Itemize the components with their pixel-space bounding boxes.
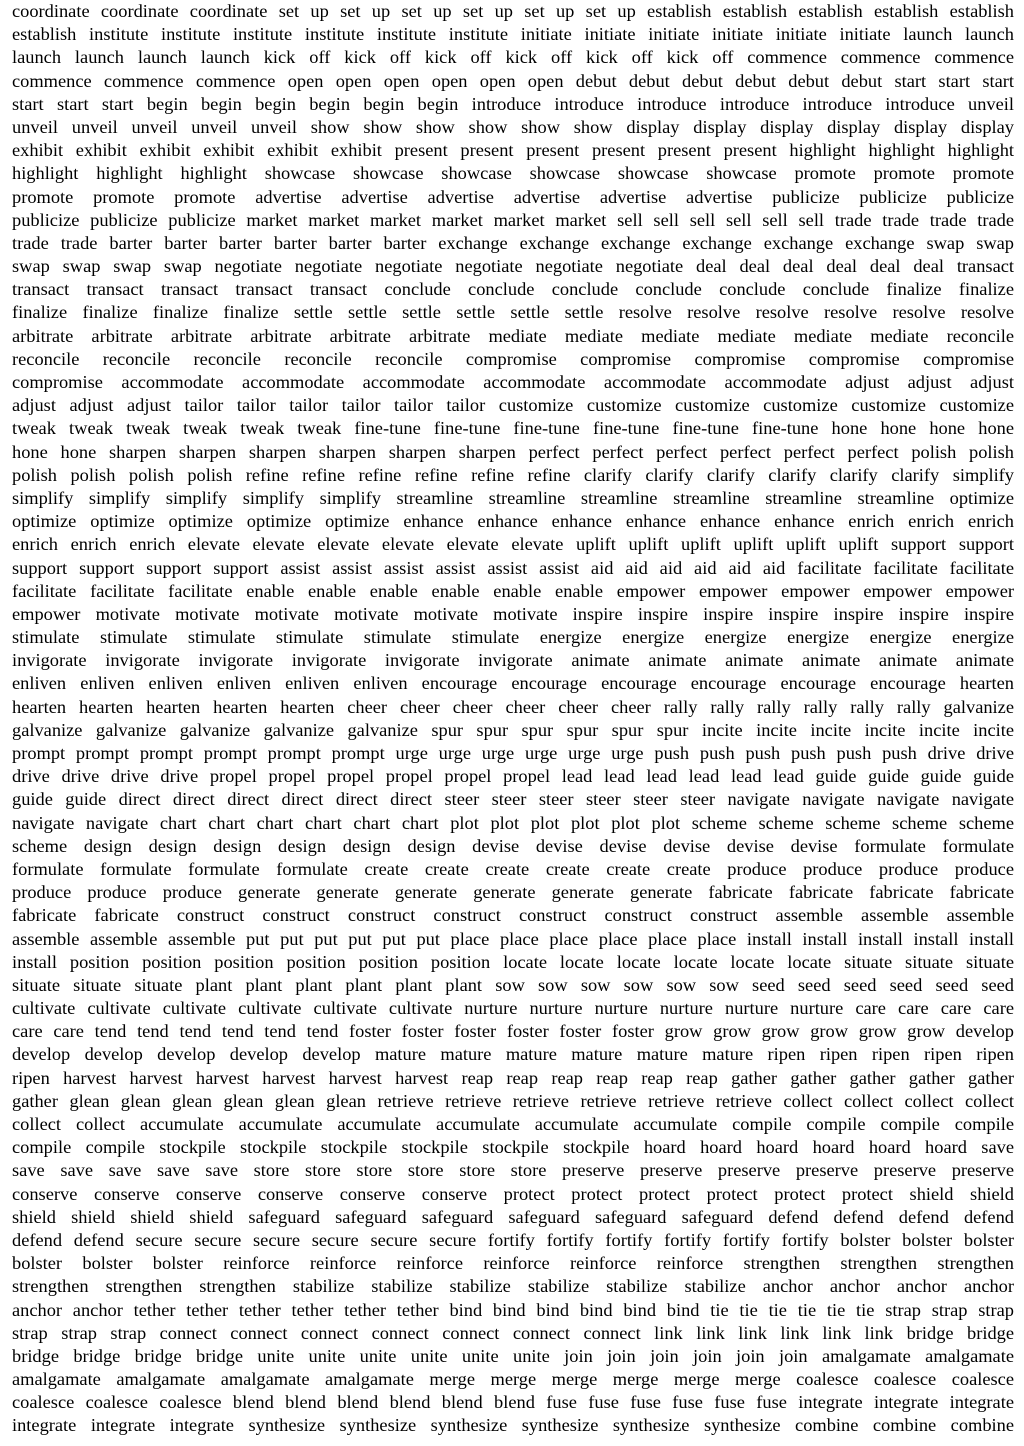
text-line: transact transact transact transact transact conclude conclude conclude conclude conclude conclude finalize finalize: [12, 279, 1014, 300]
text-line: launch launch launch launch kick off kick off kick off kick off kick off kick off commence commence commence: [12, 47, 1014, 68]
text-line: fabricate fabricate construct construct construct construct construct construct construct assemble assemble assemble: [12, 905, 1014, 926]
text-line: navigate navigate chart chart chart chart chart chart plot plot plot plot plot plot scheme scheme scheme scheme scheme: [12, 812, 1014, 833]
text-line: produce produce produce generate generate generate generate generate generate fabricate fabricate fabricate fabricate: [12, 882, 1014, 903]
text-line: simplify simplify simplify simplify simplify streamline streamline streamline streamline streamline streamline optimize: [12, 487, 1014, 508]
text-line: hone hone sharpen sharpen sharpen sharpen sharpen sharpen perfect perfect perfect perfect perfect perfect polish polish: [12, 441, 1014, 462]
text-line: strengthen strengthen strengthen stabilize stabilize stabilize stabilize stabilize stabilize anchor anchor anchor anchor: [12, 1276, 1014, 1297]
text-line: guide guide direct direct direct direct direct direct steer steer steer steer steer steer navigate navigate navigate navigate: [12, 789, 1014, 810]
text-line: trade trade barter barter barter barter barter barter exchange exchange exchange exchange exchange exchange swap swap: [12, 232, 1014, 253]
text-line: arbitrate arbitrate arbitrate arbitrate arbitrate arbitrate mediate mediate mediate mediate mediate mediate reconcile: [12, 325, 1014, 346]
text-line: publicize publicize publicize market market market market market market sell sell sell sell sell sell trade trade trade trade: [12, 209, 1014, 230]
text-line: develop develop develop develop develop mature mature mature mature mature mature ripen ripen ripen ripen ripen: [12, 1044, 1014, 1065]
text-line: situate situate situate plant plant plant plant plant plant sow sow sow sow sow sow seed seed seed seed seed seed: [12, 974, 1014, 995]
text-line: optimize optimize optimize optimize optimize enhance enhance enhance enhance enhance enhance enrich enrich enrich: [12, 511, 1014, 532]
text-line: strap strap strap connect connect connect connect connect connect connect link link link link link link bridge bridge: [12, 1322, 1014, 1343]
text-line: empower motivate motivate motivate motivate motivate motivate inspire inspire inspire inspire inspire inspire inspire: [12, 603, 1014, 624]
text-line: hearten hearten hearten hearten hearten cheer cheer cheer cheer cheer cheer rally rally rally rally rally rally galvanize: [12, 696, 1014, 717]
text-line: reconcile reconcile reconcile reconcile reconcile compromise compromise compromise compromise compromise: [12, 348, 1014, 369]
text-line: formulate formulate formulate formulate create create create create create create produce produce produce produce: [12, 858, 1014, 879]
text-line: collect collect accumulate accumulate accumulate accumulate accumulate accumulate compile compile compile compile: [12, 1114, 1014, 1134]
text-line: cultivate cultivate cultivate cultivate cultivate cultivate nurture nurture nurture nurture nurture nurture care care care care: [12, 998, 1014, 1019]
text-line: swap swap swap swap negotiate negotiate negotiate negotiate negotiate negotiate deal deal deal deal deal deal transact: [12, 256, 1014, 277]
text-line: compromise accommodate accommodate accommodate accommodate accommodate accommodate adjust adjust adjust: [12, 372, 1014, 392]
text-line: prompt prompt prompt prompt prompt prompt urge urge urge urge urge urge push push push push push push drive drive: [12, 743, 1014, 763]
text-line: integrate integrate integrate synthesize synthesize synthesize synthesize synthesize synthesize combine combine combine: [12, 1415, 1014, 1436]
text-line: invigorate invigorate invigorate invigorate invigorate invigorate animate animate animate animate animate animate: [12, 650, 1014, 671]
text-line: adjust adjust adjust tailor tailor tailor tailor tailor tailor customize customize customize customize customize customize: [12, 395, 1014, 416]
text-line: amalgamate amalgamate amalgamate amalgamate merge merge merge merge merge merge coalesce coalesce coalesce: [12, 1369, 1014, 1390]
text-line: drive drive drive drive propel propel propel propel propel propel lead lead lead lead lead lead guide guide guide guide: [12, 766, 1014, 787]
text-line: highlight highlight highlight showcase showcase showcase showcase showcase showcase promote promote promote: [12, 163, 1014, 184]
text-line: coordinate coordinate coordinate set up set up set up set up set up set up establish establish establish establish establish: [12, 1, 1014, 21]
text-line: facilitate facilitate facilitate enable enable enable enable enable enable empower empower empower empower empower: [12, 580, 1014, 601]
text-line: bolster bolster bolster reinforce reinforce reinforce reinforce reinforce reinforce strengthen strengthen strengthen: [12, 1253, 1014, 1274]
text-line: enliven enliven enliven enliven enliven enliven encourage encourage encourage encourage encourage encourage hearten: [12, 673, 1014, 694]
text-line: scheme design design design design design design devise devise devise devise devise devise formulate formulate: [12, 835, 1014, 856]
text-line: conserve conserve conserve conserve conserve conserve protect protect protect protect protect protect shield shield: [12, 1183, 1014, 1204]
text-line: promote promote promote advertise advertise advertise advertise advertise advertise publicize publicize publicize: [12, 186, 1014, 207]
text-line: install position position position position position position locate locate locate locate locate locate situate situate situate: [12, 951, 1014, 972]
text-line: gather glean glean glean glean glean glean retrieve retrieve retrieve retrieve retrieve retrieve collect collect collect collect: [12, 1090, 1014, 1111]
text-line: anchor anchor tether tether tether tether tether tether bind bind bind bind bind bind tie tie tie tie tie tie strap strap strap: [12, 1299, 1014, 1320]
text-line: coalesce coalesce coalesce blend blend blend blend blend blend fuse fuse fuse fuse fuse fuse integrate integrate integrate: [12, 1392, 1014, 1413]
text-line: finalize finalize finalize finalize settle settle settle settle settle settle resolve resolve resolve resolve resolve resolve: [12, 302, 1014, 323]
text-line: enrich enrich enrich elevate elevate elevate elevate elevate elevate uplift uplift uplift uplift uplift uplift support support: [12, 534, 1014, 555]
text-line: polish polish polish polish refine refine refine refine refine refine clarify clarify clarify clarify clarify clarify simplify: [12, 464, 1014, 485]
text-line: commence commence commence open open open open open open debut debut debut debut debut debut start start start: [12, 70, 1014, 91]
text-line: shield shield shield shield safeguard safeguard safeguard safeguard safeguard safeguard defend defend defend defend: [12, 1206, 1014, 1227]
text-line: start start start begin begin begin begin begin begin introduce introduce introduce introduce introduce introduce unveil: [12, 93, 1014, 114]
text-line: tweak tweak tweak tweak tweak tweak fine-tune fine-tune fine-tune fine-tune fine-tune fine-tune hone hone hone hone: [12, 418, 1014, 439]
text-line: bridge bridge bridge bridge unite unite unite unite unite unite join join join join join join amalgamate amalgamate: [12, 1345, 1014, 1366]
text-line: galvanize galvanize galvanize galvanize galvanize spur spur spur spur spur spur incite incite incite incite incite incite: [12, 719, 1014, 740]
text-line: compile compile stockpile stockpile stockpile stockpile stockpile stockpile hoard hoard hoard hoard hoard hoard save: [12, 1137, 1014, 1158]
text-line: establish institute institute institute institute institute institute initiate initiate initiate initiate initiate initiate launch launch: [12, 24, 1014, 45]
text-line: care care tend tend tend tend tend tend foster foster foster foster foster foster grow grow grow grow grow grow develop: [12, 1021, 1014, 1042]
text-line: assemble assemble assemble put put put put put put place place place place place place install install install install install: [12, 928, 1014, 949]
text-line: unveil unveil unveil unveil unveil show show show show show show display display display display display display: [12, 116, 1014, 137]
text-line: exhibit exhibit exhibit exhibit exhibit exhibit present present present present present present highlight highlight highlight: [12, 140, 1014, 161]
text-line: support support support support assist assist assist assist assist assist aid aid aid aid aid aid facilitate facilitate facilitate: [12, 557, 1014, 578]
text-line: ripen harvest harvest harvest harvest harvest harvest reap reap reap reap reap reap gather gather gather gather gather: [12, 1067, 1014, 1088]
text-line: defend defend secure secure secure secure secure secure fortify fortify fortify fortify fortify fortify bolster bolster bolster: [12, 1229, 1014, 1250]
text-line: stimulate stimulate stimulate stimulate stimulate stimulate energize energize energize energize energize energize: [12, 627, 1014, 648]
text-line: save save save save save store store store store store store preserve preserve preserve preserve preserve preserve: [12, 1160, 1014, 1181]
